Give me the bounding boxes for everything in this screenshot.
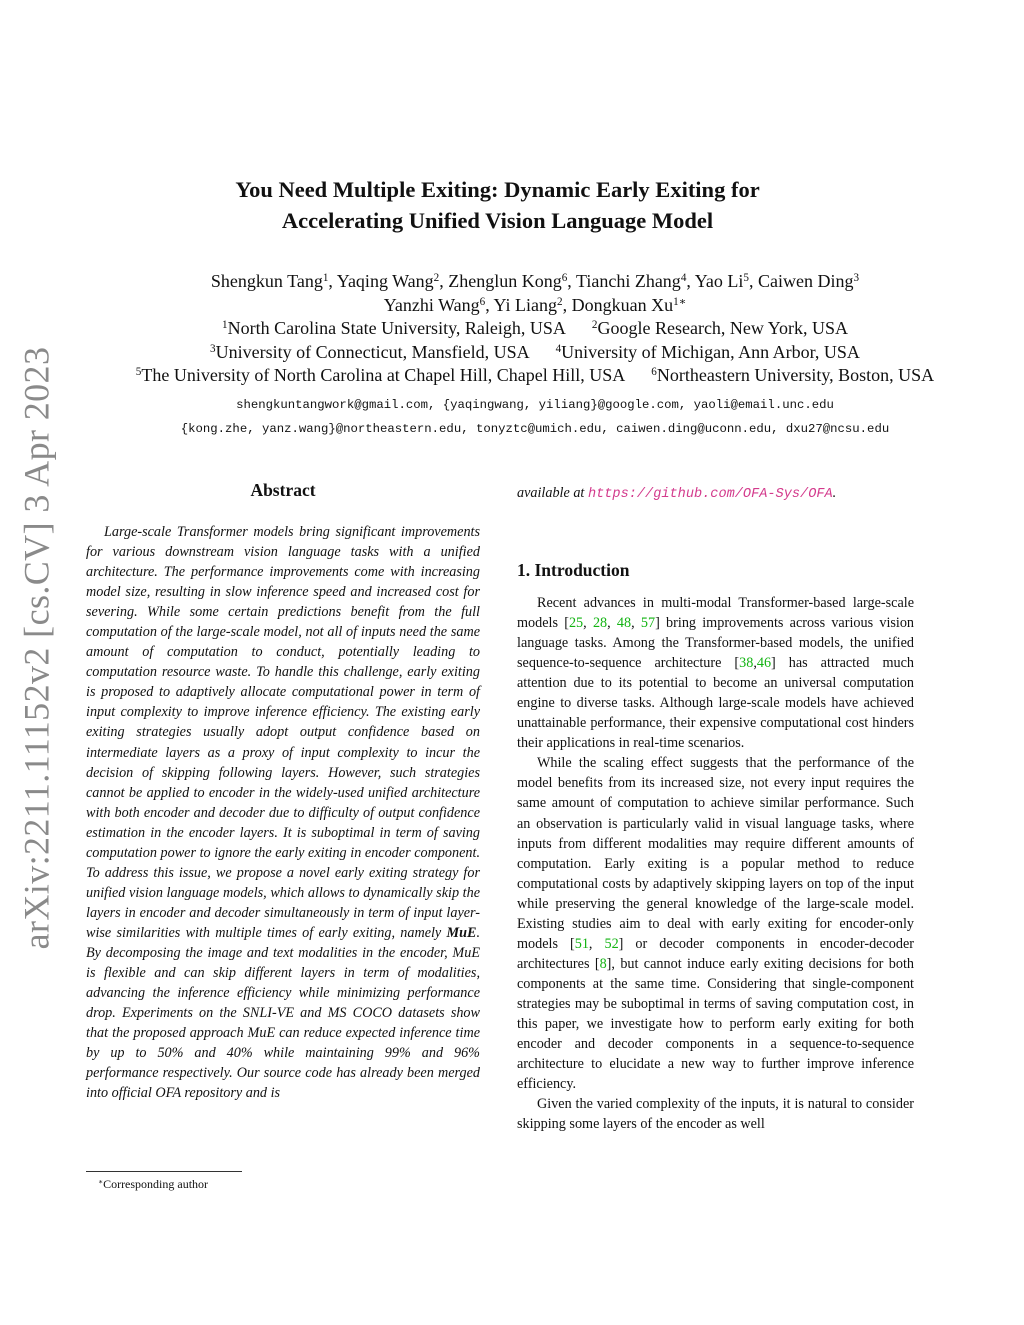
author-affil-mark: 1 (322, 271, 329, 284)
abstract-body (86, 522, 480, 1103)
author-line-2: Yanzhi Wang$^6$, Yi Liang$^2$, Dongkuan $Xu^{1∗}$ (383, 294, 687, 315)
intro-text: ], but cannot induce early exiting decisions for both components at the same time. Considering that single-component strategies may be suboptimal in terms of saving computation cost, in this paper, we investigate how to perform early exiting for both encoder and decoder components in a sequence-to-sequence architecture to elucidate a new way to further improve inference efficiency. (517, 955, 914, 1093)
author-affil-mark: 1∗ (673, 295, 687, 308)
intro-text: ] or decoder components in encoder-decoder architectures [ (517, 935, 914, 972)
affiliation-line-1 (80, 317, 990, 341)
availability-text: available at (517, 485, 588, 501)
arxiv-id-text: arXiv:2211.11152v2 [cs.CV] 3 Apr 2023 (16, 346, 56, 950)
section-heading-introduction: 1. Introduction (517, 560, 630, 580)
citation-link[interactable]: 46 (756, 655, 772, 672)
affiliation-name: University of Connecticut, Mansfield, USA (215, 341, 530, 362)
affil-mark: 5 (135, 365, 142, 378)
title-line-1: You Need Multiple Exiting: Dynamic Early Exiting for (235, 177, 760, 202)
abstract-continuation (517, 483, 914, 505)
title-line-2: Accelerating Unified Vision Language Model (281, 208, 714, 233)
intro-paragraph-2 (517, 753, 914, 1094)
footnote-text: Corresponding author (103, 1177, 209, 1191)
author-name: Zhenglun Kong (448, 271, 562, 291)
author-name: Dongkuan Xu (571, 294, 674, 315)
repo-link[interactable]: https://github.com/OFA-Sys/OFA (587, 487, 833, 502)
author-name: Tianchi Zhang (575, 271, 681, 291)
author-affil-mark: 2 (557, 295, 563, 308)
affiliation-line-2 (80, 341, 990, 365)
footnote (98, 1177, 208, 1192)
intro-text: ] bring improvements across various vision language tasks. Among the Transformer-based models, the unified sequence-to-sequence architecture [ (517, 615, 915, 672)
author-name: Yanzhi Wang (383, 294, 480, 315)
intro-paragraph-3: Given the varied complexity of the inputs, it is natural to consider skipping some layers of the encoder as well (517, 1096, 914, 1133)
abstract-heading: Abstract (250, 480, 316, 500)
abstract-text: Large-scale Transformer models bring significant improvements for various downstream vision language tasks with a unified architecture. The performance improvements come with increasing model size, resulting in slow inference speed and increased cost for severing. While some certain predictions benefit from the full computation of the large-scale model, not all of inputs need the same amount of computation to conduct, potentially leading to computation resource waste. To handle this challenge, early exiting is proposed to adaptively allocate computational power in term of input complexity to improve inference efficiency. The existing early exiting strategies usually adopt output confidence based on intermediate layers as a proxy of input complexity to incur the decision of skipping following layers. However, such strategies cannot be applied to encoder in the widely-used unified architecture with both encoder and decoder due to difficulty of output confidence estimation in the encoder layers. It is suboptimal in term of saving computation power to ignore the early exiting in encoder component. To address this issue, we propose a novel early exiting strategy for unified vision language models, which allows to dynamically skip the layers in encoder and decoder simultaneously in term of input layer-wise similarities with multiple times of early exiting, namely (86, 524, 480, 941)
author-affil-mark: 6 (561, 271, 568, 284)
affil-mark: 4 (555, 342, 562, 355)
intro-paragraph-1 (517, 593, 914, 753)
affiliation-name: The University of North Carolina at Chapel Hill, Chapel Hill, USA (141, 365, 626, 385)
intro-text: Recent advances in multi-modal Transformer-based large-scale models [ (517, 595, 914, 632)
citation-link[interactable]: 28 (592, 615, 608, 632)
affil-mark: 6 (651, 365, 657, 378)
citation-separator: , (753, 655, 757, 672)
citation-separator: , (583, 615, 593, 632)
author-affil-mark: 3 (853, 271, 860, 284)
footnote-rule (86, 1171, 242, 1172)
citation-separator: , (588, 935, 605, 952)
abstract-text-continued: . By decomposing the image and text modalities in the encoder, MuE is flexible and can skip different layers in term of modalities, advancing the inference efficiency while minimizing performance drop. Experiments on the SNLI-VE and MS COCO datasets show that the proposed approach MuE can reduce expected inference time by up to 50% and 40% while maintaining 99% and 96% performance respectively. Our source code has already been merged into official OFA repository and is (86, 924, 480, 1102)
citation-link[interactable]: 48 (616, 615, 632, 632)
footnote-mark: ∗ (98, 1176, 104, 1186)
author-name: Yi Liang (493, 294, 558, 315)
method-name: MuE (446, 924, 477, 941)
citation-link[interactable]: 51 (574, 935, 589, 952)
affil-mark: 3 (210, 342, 216, 355)
affil-mark: 1 (222, 318, 228, 331)
author-affil-mark: 4 (680, 271, 687, 284)
author-affil-mark: 5 (743, 271, 749, 284)
author-affil-mark: 2 (433, 271, 440, 284)
affiliation-line-3 (80, 364, 990, 388)
citation-link[interactable]: 38 (739, 655, 754, 672)
affiliation-name: Northeastern University, Boston, USA (656, 365, 935, 385)
intro-text: While the scaling effect suggests that the performance of the model benefits from its increased size, not every input requires the same amount of computation to achieve similar performance. Such an observation is particularly valid in visual language tasks, where inputs from different modalities may require different amounts of computation. Early exiting is a popular method to reduce computational costs by adaptively skipping layers on top of the input while preserving the general knowledge of the large-scale model. Existing studies aim to deal with early exiting for encoder-only models [ (517, 755, 914, 952)
email-line-2: {kong.zhe, yanz.wang}@northeastern.edu, tonyztc@umich.edu, caiwen.ding@uconn.edu, dxu27@ncsu.edu (180, 422, 890, 436)
author-block (80, 270, 990, 388)
introduction-body (517, 593, 914, 1134)
citation-link[interactable]: 57 (640, 615, 656, 632)
paper-title (130, 174, 865, 236)
affiliation-name: University of Michigan, Ann Arbor, USA (561, 341, 860, 362)
email-line-1: shengkuntangwork@gmail.com, {yaqingwang, yiliang}@google.com, yaoli@email.unc.edu (236, 398, 834, 412)
author-line-1: Shengkun Tang$^1$, Yaqing Wang$^2$, Zhenglun Kong$^6$, Tianchi Zhang$^4$, Yao Li$^5$, Caiwen Ding$^3$ (210, 271, 860, 291)
author-name: Yaqing Wang (336, 271, 434, 291)
citation-link[interactable]: 25 (568, 615, 584, 632)
affiliation-name: North Carolina State University, Raleigh, USA (227, 318, 566, 338)
intro-text: ] has attracted much attention due to its potential to become an universal computation engine to diverse tasks. Although large-scale models have achieved unattainable performance, their expensive computational cost hinders their applications in real-time scenarios. (517, 655, 914, 752)
affiliation-name: Google Research, New York, USA (597, 318, 848, 338)
citation-link[interactable]: 52 (604, 935, 619, 952)
citation-separator: , (631, 615, 641, 632)
email-block (60, 393, 1010, 441)
author-name: Yao Li (694, 271, 744, 291)
affil-mark: 2 (591, 318, 598, 331)
citation-separator: , (607, 615, 617, 632)
author-name: Shengkun Tang (210, 271, 323, 291)
author-name: Caiwen Ding (758, 271, 854, 291)
availability-period: . (832, 485, 837, 501)
author-affil-mark: 6 (479, 295, 486, 308)
arxiv-side-identifier (8, 346, 64, 950)
citation-link[interactable]: 8 (599, 955, 607, 972)
